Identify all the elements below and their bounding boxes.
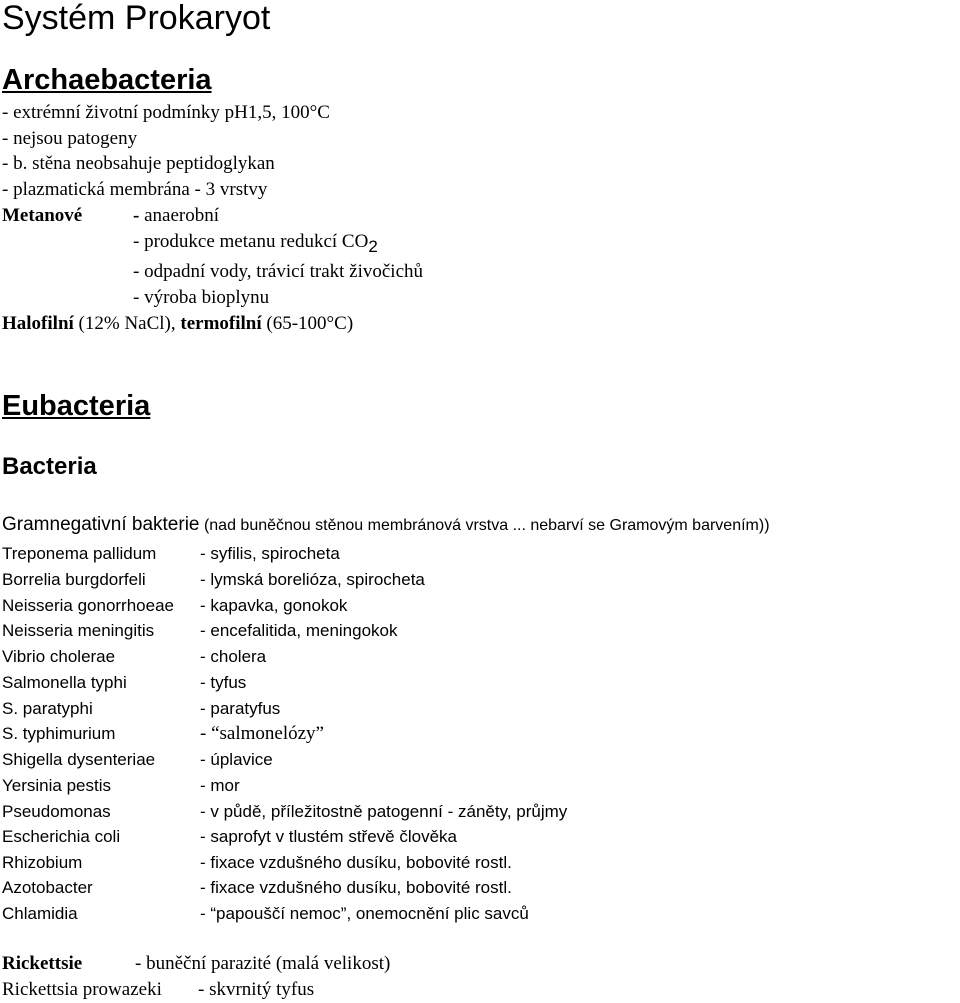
archaebacteria-line: - b. stěna neobsahuje peptidoglykan bbox=[2, 153, 275, 174]
archaebacteria-line: - plazmatická membrána - 3 vrstvy bbox=[2, 179, 268, 200]
metanove-co2-line bbox=[133, 231, 378, 256]
bacteria-name: Pseudomonas bbox=[2, 802, 111, 821]
bacteria-name: Vibrio cholerae bbox=[2, 647, 116, 666]
bacteria-name: Neisseria meningitis bbox=[2, 621, 155, 640]
bacteria-name: Salmonella typhi bbox=[2, 673, 127, 692]
metanove-co2-text: - produkce metanu redukcí CO bbox=[133, 231, 369, 252]
bacteria-name: Treponema pallidum bbox=[2, 544, 157, 563]
bacteria-name: Escherichia coli bbox=[2, 827, 121, 846]
metanove-first-line bbox=[133, 205, 219, 227]
bacteria-name: Yersinia pestis bbox=[2, 776, 111, 795]
co2-subscript: 2 bbox=[368, 237, 378, 256]
metanove-first-text: anaerobní bbox=[139, 205, 219, 226]
bacteria-desc: - saprofyt v tlustém střevě člověka bbox=[200, 827, 457, 846]
termofilni-text: (65-100°C) bbox=[261, 313, 354, 334]
bacteria-desc: - kapavka, gonokok bbox=[200, 596, 348, 615]
halofilni-termofilni-line bbox=[2, 313, 353, 335]
bacteria-desc: - encefalitida, meningokok bbox=[200, 621, 398, 640]
bacteria-desc: - syfilis, spirocheta bbox=[200, 544, 340, 563]
halofilni-label: Halofilní bbox=[2, 313, 74, 334]
gramnegative-note: (nad buněčnou stěnou membránová vrstva ... nebarví se Gramovým barvením)) bbox=[199, 517, 770, 534]
bacteria-name: S. paratyphi bbox=[2, 699, 93, 718]
rickettsia-prowazeki-name: Rickettsia prowazeki bbox=[2, 979, 162, 1000]
archaebacteria-line: - extrémní životní podmínky pH1,5, 100°C bbox=[2, 102, 330, 123]
bacteria-desc: - paratyfus bbox=[200, 699, 281, 718]
bacteria-name: Rhizobium bbox=[2, 853, 83, 872]
bacteria-name: S. typhimurium bbox=[2, 724, 116, 743]
archaebacteria-line: - nejsou patogeny bbox=[2, 128, 138, 149]
gramnegative-line bbox=[2, 513, 770, 538]
bacteria-name: Azotobacter bbox=[2, 878, 93, 897]
metanove-line: - odpadní vody, trávicí trakt živočichů bbox=[133, 261, 424, 282]
bacteria-desc: - fixace vzdušného dusíku, bobovité rostl. bbox=[200, 878, 512, 897]
termofilni-label: termofilní bbox=[180, 313, 262, 334]
bacteria-desc: - lymská borelióza, spirocheta bbox=[200, 570, 425, 589]
metanove-line: - výroba bioplynu bbox=[133, 287, 270, 308]
eubacteria-heading: Eubacteria bbox=[2, 390, 151, 422]
gramnegative-title: Gramnegativní bakterie bbox=[2, 514, 200, 535]
bacteria-desc: - “papouščí nemoc”, onemocnění plic savců bbox=[200, 904, 529, 923]
halofilni-text: (12% NaCl), bbox=[73, 313, 181, 334]
bacteria-desc: - cholera bbox=[200, 647, 267, 666]
bacteria-desc: - fixace vzdušného dusíku, bobovité rostl. bbox=[200, 853, 512, 872]
bacteria-name: Chlamidia bbox=[2, 904, 78, 923]
bacteria-desc: - tyfus bbox=[200, 673, 247, 692]
metanove-label: Metanové bbox=[2, 205, 83, 226]
bacteria-desc: - “salmonelózy” bbox=[200, 723, 324, 744]
bacteria-desc: - úplavice bbox=[200, 750, 273, 769]
rickettsie-label: Rickettsie bbox=[2, 953, 83, 974]
rickettsia-prowazeki-desc: - skvrnitý tyfus bbox=[198, 979, 315, 1000]
bacteria-desc: - v půdě, příležitostně patogenní - záněty, průjmy bbox=[200, 802, 568, 821]
page-title: Systém Prokaryot bbox=[2, 0, 271, 37]
bacteria-name: Borrelia burgdorfeli bbox=[2, 570, 146, 589]
metanove-dash: - bbox=[133, 205, 140, 226]
bacteria-desc: - mor bbox=[200, 776, 240, 795]
rickettsie-desc: - buněční parazité (malá velikost) bbox=[135, 953, 391, 974]
bacteria-subheading: Bacteria bbox=[2, 453, 97, 480]
bacteria-name: Neisseria gonorrhoeae bbox=[2, 596, 174, 615]
bacteria-name: Shigella dysenteriae bbox=[2, 750, 156, 769]
archaebacteria-heading: Archaebacteria bbox=[2, 64, 212, 96]
